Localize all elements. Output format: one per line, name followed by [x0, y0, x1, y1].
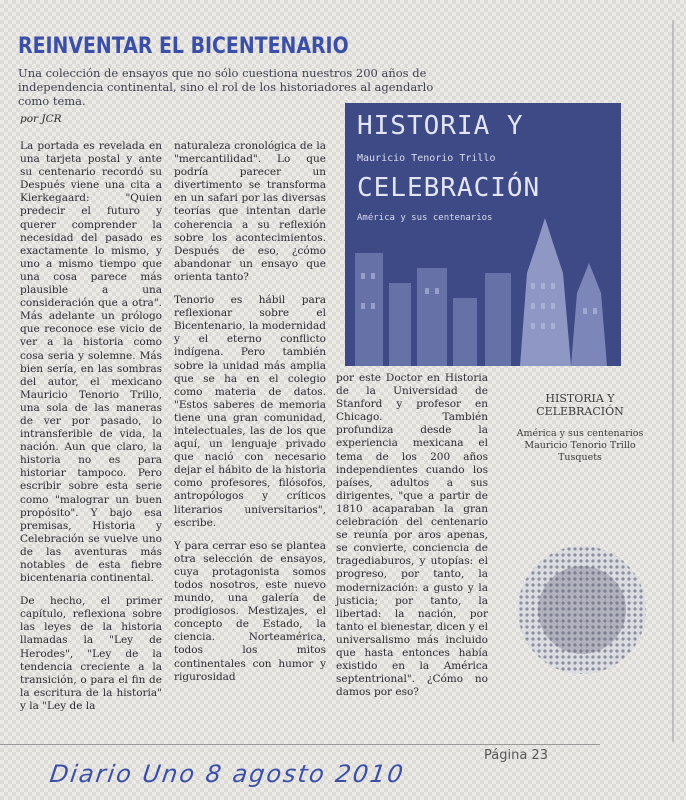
paragraph: Y para cerrar eso se plantea otra selección de ensayos, cuya protagonista somos todos nosotros, este nuevo mundo, una galería de prodigiosos. Mestizajes, el concepto de Estado, la ciencia. Norteamérica, todos los mitos continentales con humor y rigurosidad: [174, 539, 326, 683]
page-number: Página 23: [484, 748, 548, 763]
article-column-3: [336, 372, 488, 709]
article-byline: por JCR: [20, 113, 62, 125]
decorative-stamp-graphic: [512, 540, 652, 680]
caption-title: HISTORIA Y CELEBRACIÓN: [536, 392, 624, 418]
article-subhead: Una colección de ensayos que no sólo cuestiona nuestros 200 años de independencia continental, sino el rol de los historiadores al agendarlo como tema.: [18, 66, 434, 108]
book-info-caption: [505, 392, 655, 464]
footer-divider: [0, 744, 600, 745]
caption-detail: América y sus centenarios Mauricio Tenorio Trillo Tusquets: [516, 428, 644, 463]
paragraph: naturaleza cronológica de la "mercantilidad". Lo que podría parecer un divertimento se transforma en un safari por las diversas teorías que intentan darle coherencia a su reflexión sobre los acontecimientos. Después de eso, ¿cómo abandonar un ensayo que orienta tanto?: [174, 140, 326, 283]
book-cover-image: [345, 103, 621, 366]
article-headline: REINVENTAR EL BICENTENARIO: [18, 34, 349, 59]
book-cover-subtitle: América y sus centenarios: [357, 213, 493, 223]
handwritten-source-note: Diario Uno 8 agosto 2010: [48, 760, 407, 788]
paragraph: De hecho, el primer capítulo, reflexiona sobre las leyes de la historia llamadas la "Ley de Herodes", "Ley de la tendencia creciente a la transición, o para el fin de la escritura de la historia" y la "Ley de la: [20, 595, 162, 712]
paragraph: por este Doctor en Historia de la Universidad de Stanford y profesor en Chicago. También profundiza desde la experiencia mexicana el tema de los 200 años independientes cuando los países, adultos a sus dirigentes, "que a partir de 1810 acaparaban la gran celebración del centenario se reunía por aros apenas, se convierte, conciencia de tragediaburos, y utopías: el progreso, por tanto, la modernización: a gusto y la justicia; por tanto, la libertad: la nación, por tanto el bienestar, dicen y el universalismo más incluido que hasta entonces había existido en la América septentrional". ¿Cómo no damos por eso?: [336, 372, 488, 699]
book-cover-title-line2: CELEBRACIÓN: [357, 173, 541, 203]
book-cover-title-line1: HISTORIA Y: [357, 111, 524, 141]
article-column-2: [174, 140, 326, 694]
book-cover-author: Mauricio Tenorio Trillo: [357, 153, 496, 164]
book-cover-cityscape-illustration: [345, 213, 621, 366]
article-column-1: [20, 140, 162, 723]
paragraph: La portada es revelada en una tarjeta postal y ante su centenario recordó su Después viene una cita a Kierkegaard: "Quien predecir el futuro y querer comprender la necesidad del pasado es exactamente lo mismo, y uno a mismo tiempo que una cosa parece más plausible a una consideración que a otra". Más adelante un prólogo que reconoce ese vicio de ver a la historia como cosa seria y solemne. Más bien sería, en las sombras del autor, el mexicano Mauricio Tenorio Trillo, una sola de las maneras de ver por pasado, lo intransferible de vida, la nación. Aun que claro, la historia no es para historiar tampoco. Pero escribir sobre esta serie como "malograr un buen propósito". Y bajo esa premisas, Historia y Celebración se vuelve uno de las aventuras más notables de esta fiebre bicentenaria continental.: [20, 140, 162, 585]
paragraph: Tenorio es hábil para reflexionar sobre el Bicentenario, la modernidad y el eterno conflicto indígena. Pero también sobre la unidad más amplia que se ha en el colegio como materia de datos. "Estos saberes de memoria tiene una gran comunidad, intelectuales, las de los que aquí, un lenguaje privado que nació con necesario dejar el hábito de la historia como profesores, filósofos, antropólogos y críticos literarios universitarios", escribe.: [174, 294, 326, 529]
